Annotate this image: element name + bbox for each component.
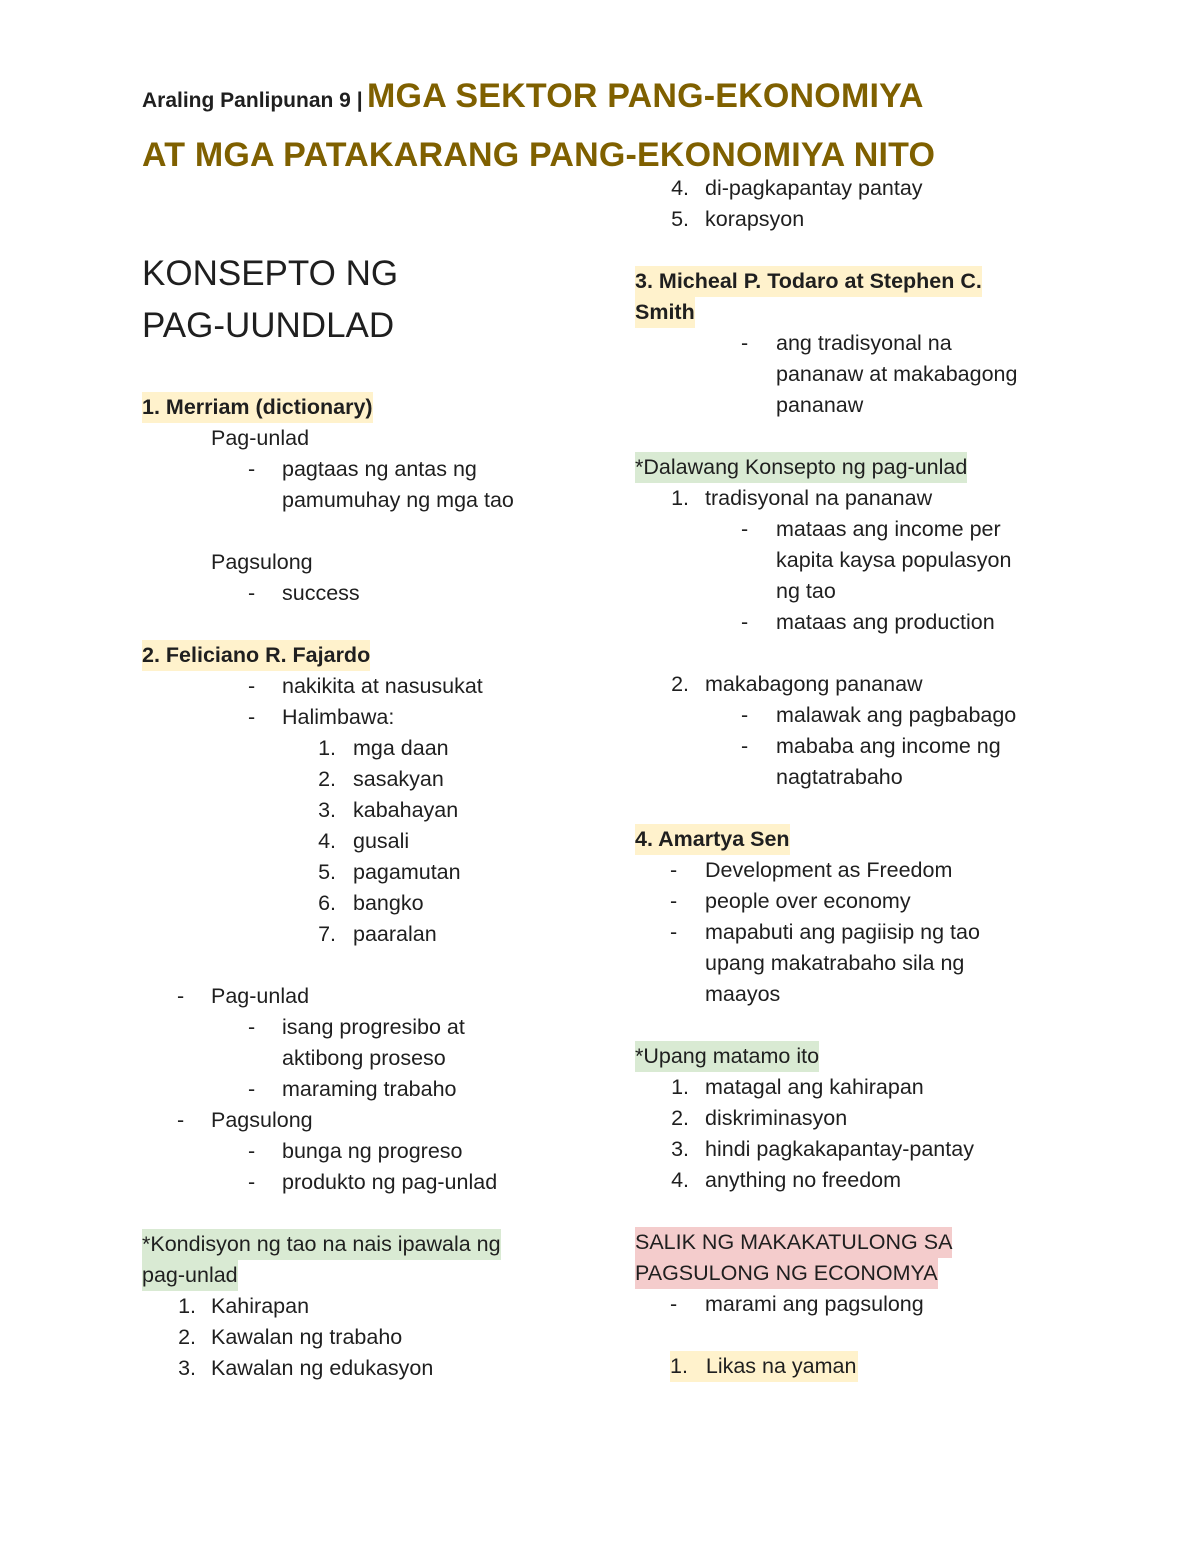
list-item: 3. Kawalan ng edukasyon xyxy=(178,1356,434,1380)
list-item: - mataas ang production xyxy=(741,610,995,634)
list-item: - Pagsulong xyxy=(177,1108,313,1132)
title-line-2: AT MGA PATAKARANG PANG-EKONOMIYA NITO xyxy=(142,136,936,174)
right-column: 4. di-pagkapantay pantay 5. korapsyon 3. Micheal P. Todaro at Stephen C. Smith - ang tradisyonal na pananaw at makabagong pananaw *Dalawang Konsepto ng pag-unlad 1. tradisyonal na pananaw - mataas ang income per kapita kaysa populasyon ng tao - mataas ang production 2. makabagong pananaw - malawak ang pagbabago - mababa ang income ng nagtatrabaho 4. Amartya Sen - Development as Freedom - people over economy - mapabuti ang pagiisip ng tao upang makatrabaho sila ng maayos *Upang matamo ito 1. matagal ang kahirapan 2. diskriminasyon 3. hindi pagkakapantay-pantay 4. anything no freedom SALIK NG MAKAKATULONG SA PAGSULONG NG ECONOMYA - marami ang pagsulong 1. Likas na yaman xyxy=(635,173,1075,1382)
list-item: - produkto ng pag-unlad xyxy=(248,1170,498,1194)
dalawang-heading: *Dalawang Konsepto ng pag-unlad xyxy=(635,452,967,483)
list-item: 2. sasakyan xyxy=(318,767,444,791)
todaro-heading-line-2: Smith xyxy=(635,297,695,328)
list-item: - isang progresibo at xyxy=(248,1015,465,1039)
merriam-heading: 1. Merriam (dictionary) xyxy=(142,392,373,423)
list-item: - maraming trabaho xyxy=(248,1077,457,1101)
document-title xyxy=(142,76,1082,175)
sen-heading: 4. Amartya Sen xyxy=(635,824,790,855)
list-item: 6. bangko xyxy=(318,891,424,915)
todaro-heading-line-1: 3. Micheal P. Todaro at Stephen C. xyxy=(635,266,982,297)
left-column: KONSEPTO NG PAG-UUNDLAD 1. Merriam (dictionary) Pag-unlad - pagtaas ng antas ng pamumuhay ng mga tao Pagsulong - success 2. Feliciano R. Fajardo - nakikita at nasusukat - Halimbawa: 1. mga daan 2. sasakyan 3. kabahayan 4. gusali 5. pagamutan 6. bangko 7. paaralan - Pag-unlad - isang progresibo at aktibong proseso - maraming trabaho - Pagsulong - bunga ng progreso - produkto ng pag-unlad *Kondisyon ng tao na nais ipawala ng pag-unlad 1. Kahirapan 2. Kawalan ng trabaho 3. Kawalan ng edukasyon xyxy=(142,248,582,1384)
list-item: 1. tradisyonal na pananaw xyxy=(671,486,933,510)
list-item: 5. korapsyon xyxy=(671,207,805,231)
list-item: - mataas ang income per xyxy=(741,517,1001,541)
list-item: 3. hindi pagkakapantay-pantay xyxy=(671,1137,974,1161)
likas-na-yaman-item: 1. Likas na yaman xyxy=(670,1351,858,1382)
list-item: 5. pagamutan xyxy=(318,860,461,884)
list-item: 2. diskriminasyon xyxy=(671,1106,848,1130)
fajardo-heading: 2. Feliciano R. Fajardo xyxy=(142,640,370,671)
list-item: 4. di-pagkapantay pantay xyxy=(671,176,923,200)
kondisyon-heading-line-1: *Kondisyon ng tao na nais ipawala ng xyxy=(142,1229,501,1260)
section-heading-line-2: PAG-UUNDLAD xyxy=(142,306,395,345)
list-item: - Halimbawa: xyxy=(248,705,395,729)
list-item: 1. matagal ang kahirapan xyxy=(671,1075,924,1099)
list-item: 1. mga daan xyxy=(318,736,449,760)
list-item: 4. anything no freedom xyxy=(671,1168,902,1192)
kondisyon-heading-line-2: pag-unlad xyxy=(142,1260,238,1291)
list-item: - success xyxy=(248,581,360,605)
list-item: - ang tradisyonal na xyxy=(741,331,952,355)
list-item: - mapabuti ang pagiisip ng tao xyxy=(670,920,980,944)
list-item: - people over economy xyxy=(670,889,911,913)
list-item: 2. makabagong pananaw xyxy=(671,672,923,696)
list-item: 7. paaralan xyxy=(318,922,437,946)
list-item: - marami ang pagsulong xyxy=(670,1292,924,1316)
list-item: 2. Kawalan ng trabaho xyxy=(178,1325,403,1349)
upang-heading: *Upang matamo ito xyxy=(635,1041,819,1072)
merriam-pagsulong-label: Pagsulong xyxy=(211,550,313,574)
merriam-pagunlad-label: Pag-unlad xyxy=(211,426,310,450)
list-item: - pagtaas ng antas ng xyxy=(248,457,477,481)
merriam-heading-row xyxy=(142,392,582,423)
list-item: 3. kabahayan xyxy=(318,798,459,822)
title-line-1: MGA SEKTOR PANG-EKONOMIYA xyxy=(367,77,924,115)
salik-heading-line-1: SALIK NG MAKAKATULONG SA xyxy=(635,1227,952,1258)
salik-heading-line-2: PAGSULONG NG ECONOMYA xyxy=(635,1258,938,1289)
list-item: - nakikita at nasusukat xyxy=(248,674,483,698)
list-item xyxy=(635,1351,1075,1382)
fajardo-heading-row xyxy=(142,640,582,671)
course-label: Araling Panlipunan 9 | xyxy=(142,89,363,112)
list-item: - Pag-unlad xyxy=(177,984,310,1008)
list-item: - mababa ang income ng xyxy=(741,734,1001,758)
list-item: 4. gusali xyxy=(318,829,410,853)
list-item: 1. Kahirapan xyxy=(178,1294,310,1318)
list-item: - Development as Freedom xyxy=(670,858,953,882)
section-heading-line-1: KONSEPTO NG xyxy=(142,254,399,293)
list-item: - malawak ang pagbabago xyxy=(741,703,1017,727)
list-item: - bunga ng progreso xyxy=(248,1139,463,1163)
